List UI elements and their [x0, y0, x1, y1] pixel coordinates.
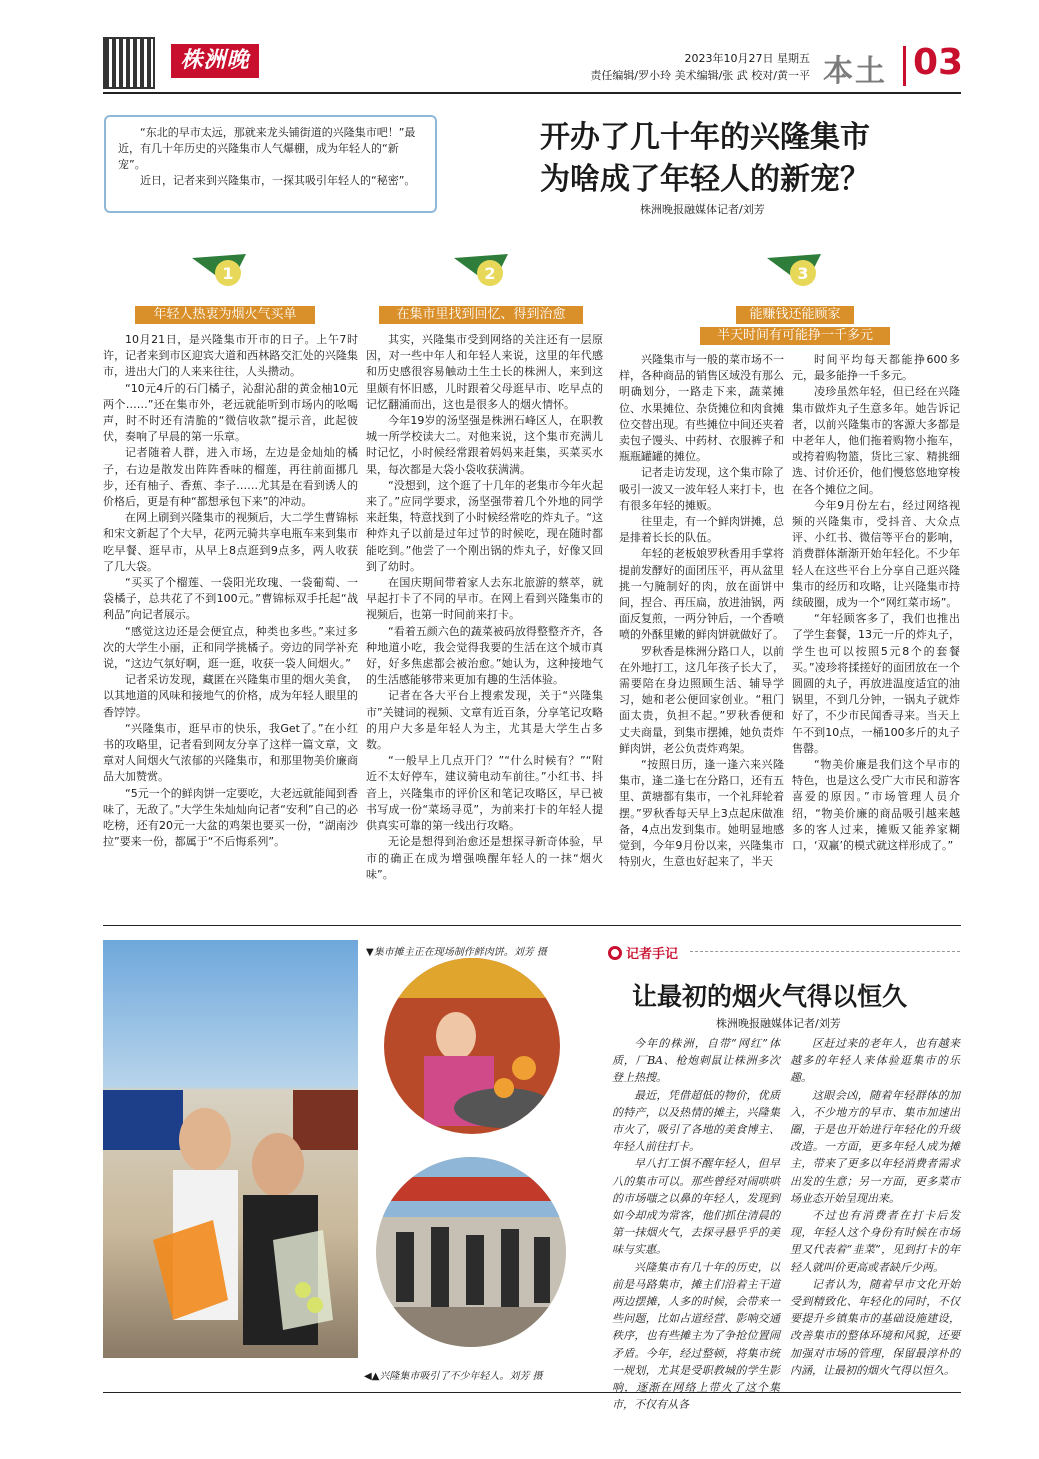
photo-meat-pie-vendor: [384, 958, 560, 1134]
paragraph: 最近，凭借超低的物价，优质的特产，以及热情的摊主，兴隆集市火了，吸引了各地的美食博主、年轻人前往打卡。: [612, 1088, 780, 1154]
notes-column-b: [790, 1035, 960, 1377]
byline: 株洲晚报融媒体记者/刘芳: [640, 203, 765, 216]
paragraph: 今年19岁的汤坚强是株洲石峰区人，在职教城一所学校读大二。对他来说，这个集市充满儿时记忆，小时候经常跟着妈妈来赶集，买菜买水果，每次都是大袋小袋收获满满。: [366, 414, 603, 476]
paragraph: “物美价廉是我们这个早市的特色，也是这么受广大市民和游客喜爱的原因。”市场管理人员介绍，“物美价廉的商品吸引越来越多的客人过来，摊贩又能养家糊口，‘双赢’的模式就这样形成了。”: [792, 758, 960, 853]
photo-caption-bottom: ◀▲兴隆集市吸引了不少年轻人。刘芳 摄: [364, 1371, 543, 1382]
section-title-2: 在集市里找到回忆、得到治愈: [379, 306, 583, 324]
section-name: 本土: [823, 54, 887, 89]
headline-line-2: 为啥成了年轻人的新宠？: [540, 162, 870, 197]
photo-market-crowd: [376, 1157, 566, 1347]
paragraph: 在网上刷到兴隆集市的视频后，大二学生曹锦标和宋文新起了个大早，花两元骑共享电瓶车来到集市吃早餐、逛早市，从早上8点逛到9点多，两人收获了几大袋。: [103, 511, 358, 573]
notes-rule: [690, 951, 960, 952]
paragraph: “年轻顾客多了，我们也推出了学生套餐，13元一斤的炸丸子，学生也可以按照5元8个的套餐买。”凌珍将揉搓好的面团放在一个圆圆的丸子，再放进温度适宜的油锅里，不到几分钟，一锅丸子就炸好了，不少市民闻香寻来。当天上午不到10点，一桶100多斤的丸子售罄。: [792, 612, 960, 755]
paragraph: 无论是想得到治愈还是想探寻新奇体验，早市的确正在成为增强唤醒年轻人的一抹“烟火味”。: [366, 835, 603, 881]
paragraph: 今年9月份左右，经过网络视频的兴隆集市，受抖音、大众点评、小红书、微信等平台的影响，消费群体渐渐开始年轻化。不少年轻人在这些平台上分享自己逛兴隆集市的经历和攻略，让兴隆集市持续破圈，成为一个“网红菜市场”。: [792, 498, 960, 610]
section-rule: [103, 925, 961, 926]
paragraph: 凌珍虽然年轻，但已经在兴隆集市做炸丸子生意多年。她告诉记者，以前兴隆集市的客源大多都是中老年人，他们拖着购物小拖车，或挎着购物篮，货比三家、精挑细选、讨价还价，他们慢悠悠地穿梭在各个摊位之间。: [792, 385, 960, 496]
paragraph: 记者随着人群，进入市场，左边是金灿灿的橘子，右边是散发出阵阵香味的榴莲，再往前面挪几步，还有柚子、香蕉、李子……尤其是在看到诱人的价格后，更是有种“都想承包下来”的冲动。: [103, 446, 358, 509]
paragraph: 其实，兴隆集市受到网络的关注还有一层原因，对一些中年人和年轻人来说，这里的年代感和历史感很容易触动土生土长的株洲人，来到这里颇有怀旧感，儿时跟着父母逛早市、吃早点的记忆翻涌而出，这也是很多人的烟火情怀。: [366, 333, 603, 411]
article-column-1: [103, 332, 358, 908]
paragraph: “按照日历，逢一逢六来兴隆集市，逢二逢七在分路口，还有五里、黄塘都有集市，一个礼拜轮着摆。”罗秋香每天早上3点起床做准备，4点出发到集市。她明显地感觉到，今年9月份以来，兴隆集市特别火，生意也好起来了，半天: [619, 758, 784, 869]
paragraph: 记者认为，随着早市文化开始受到精致化、年轻化的同时，不仅要提升乡镇集市的基础设施建设，改善集市的整体环境和风貌，还要加强对市场的管理，保留最淳朴的内涵，让最初的烟火气得以恒久。: [790, 1277, 960, 1377]
newspaper-logo: 株洲晚报: [171, 44, 259, 78]
paragraph: 在国庆期间带着家人去东北旅游的蔡萃，就早起打卡了不同的早市。在网上看到兴隆集市的视频后，也第一时间前来打卡。: [366, 576, 603, 622]
paragraph: 罗秋香是株洲分路口人，以前在外地打工，这几年孩子长大了，需要陪在身边照顾生活、辅导学习，她和老公便回家创业。“租门面太贵，负担不起。”罗秋香便和丈夫商量，到集市摆摊，她负责炸鲜肉饼，老公负责炸鸡架。: [619, 644, 784, 755]
page-number: 03: [913, 42, 964, 83]
article-column-3b: [792, 352, 960, 908]
section-badge-3: [765, 252, 839, 292]
circle-icon: [608, 946, 622, 960]
paragraph: 兴隆集市有几十年的历史，以前是马路集市，摊主们沿着主干道两边摆摊，人多的时候，会带来一些问题，比如占道经营、影响交通秩序，也有些摊主为了争抢位置闹矛盾。今年，经过整顿，将集市统一规划，尤其是受职教城的学生影响，逐渐在网络上带火了这个集市，不仅有从各: [612, 1260, 780, 1412]
photo-young-visitors: [103, 940, 358, 1358]
notes-title: 让最初的烟火气得以恒久: [632, 982, 908, 1011]
section-title-3: 能赚钱还能顾家: [736, 306, 854, 324]
paragraph: 兴隆集市与一般的菜市场不一样，各种商品的销售区域没有那么明确划分，一路走下来，蔬菜摊位、水果摊位、杂货摊位和肉食摊位交替出现。有些摊位中间还夹着卖包子馒头、中药材、衣服裤子和瓶瓶罐罐的摊位。: [619, 353, 784, 464]
intro-paragraph: 近日，记者来到兴隆集市，一探其吸引年轻人的“秘密”。: [140, 174, 416, 187]
paragraph: 不过也有消费者在打卡后发现，年轻人这个身份有时候在市场里又代表着“韭菜”，见到打卡的年轻人就叫价更高或者缺斤少两。: [790, 1209, 960, 1274]
paragraph: “看着五颜六色的蔬菜被码放得整整齐齐，各种地道小吃，我会觉得我要的生活在这个城市真好，好多焦虑都会被治愈。”她认为，这种接地气的生活感能够带来更加有趣的生活体验。: [366, 624, 603, 687]
footer-rule: [103, 1392, 961, 1393]
paragraph: “兴隆集市，逛早市的快乐，我Get了。”在小红书的攻略里，记者看到网友分享了这样一篇文章，文章对人间烟火气浓郁的兴隆集市，和那里物美价廉商品大加赞赏。: [103, 721, 358, 784]
notes-column-a: [612, 1035, 780, 1412]
section-badge-1: [190, 252, 264, 292]
paragraph: 区赶过来的老年人，也有越来越多的年轻人来体验逛集市的乐趣。: [790, 1037, 960, 1085]
paragraph: 记者走访发现，这个集市除了吸引一波又一波年轻人来打卡，也有很多年轻的摊贩。: [619, 466, 784, 512]
paragraph: “买买了个榴莲、一袋阳光玫瑰、一袋葡萄、一袋橘子，总共花了不到100元。”曹锦标双手托起“战利品”向记者展示。: [103, 576, 358, 622]
paragraph: “一般早上几点开门？”“什么时候有？”“附近不太好停车，建议骑电动车前往。”小红书、抖音上，兴隆集市的评价区和笔记攻略区，早已被书写成一份“菜场寻觅”，为前来打卡的年轻人提供真实可靠的第一线出行攻略。: [366, 754, 603, 833]
paragraph: 这眼会凶，随着年轻群体的加入，不少地方的早市、集市加速出圈，于是也开始进行年轻化的升级改造。一方面，更多年轻人成为摊主，带来了更多以年轻消费者需求出发的生意；另一方面，更多菜市场业态开始呈现出来。: [790, 1088, 960, 1205]
qr-code[interactable]: [103, 37, 155, 89]
photo-caption-top: ▼集市摊主正在现场制作鲜肉饼。刘芳 摄: [366, 947, 547, 958]
article-column-2: [366, 332, 603, 908]
paragraph: 往里走，有一个鲜肉饼摊，总是排着长长的队伍。: [619, 515, 784, 545]
section-subtitle-3: 半天时间有可能挣一千多元: [700, 327, 890, 345]
paragraph: 记者采访发现，藏匿在兴隆集市里的烟火美食，以其地道的风味和接地气的价格，成为年轻人眼里的香饽饽。: [103, 673, 358, 719]
article-column-3a: [619, 352, 784, 908]
paragraph: 今年的株洲，自带“网红”体质，厂BA、枪炮刺鼠让株洲多次登上热搜。: [612, 1037, 780, 1085]
notes-tag-label: 记者手记: [626, 947, 679, 962]
paragraph: 年轻的老板娘罗秋香用手掌将提前发酵好的面团压平，再从盆里挑一勺腌制好的肉，放在面饼中间，捏合、再压扁，放进油锅，两面反复煎，一两分钟后，一个香喷喷的外酥里嫩的鲜肉饼就做好了。: [619, 547, 784, 642]
notes-byline: 株洲晚报融媒体记者/刘芳: [716, 1017, 841, 1030]
divider-bar: [903, 46, 906, 86]
headline: [470, 117, 940, 201]
paragraph: “5元一个的鲜肉饼一定要吃，大老远就能闻到香味了，无敌了。”大学生朱灿灿向记者“安利”自己的必吃榜，还有20元一大盆的鸡架也要买一份，“湖南沙拉”要来一份，都属于“不后悔系列”。: [103, 786, 358, 849]
issue-date: 2023年10月27日 星期五: [684, 52, 810, 65]
intro-box: [104, 115, 437, 213]
paragraph: 时间平均每天都能挣600多元，最多能挣一千多元。: [792, 353, 960, 383]
section-badge-number: 2: [484, 264, 496, 283]
intro-paragraph: “东北的早市太远，那就来龙头铺街道的兴隆集市吧！”最近，有几十年历史的兴隆集市人气爆棚，成为年轻人的“新宠”。: [118, 126, 416, 171]
paragraph: “10元4斤的石门橘子，沁甜沁甜的黄金柚10元两个……”还在集市外，老远就能听到市场内的吆喝声，时不时还有清脆的“微信收款”提示音，此起彼伏，奏响了早晨的第一乐章。: [103, 381, 358, 444]
paragraph: 记者在各大平台上搜索发现，关于“兴隆集市”关键词的视频、文章有近百条，分享笔记攻略的用户大多是年轻人为主，尤其是大学生占多数。: [366, 689, 603, 752]
section-title-1: 年轻人热衷为烟火气买单: [135, 306, 315, 324]
paragraph: “感觉这边还是会便宜点，种类也多些。”来过多次的大学生小丽，正和同学挑橘子。旁边的同学补充说，“这边气氛好啊，逛一逛，收获一袋人间烟火。”: [103, 624, 358, 671]
paragraph: “没想到，这个逛了十几年的老集市今年火起来了。”应同学要求，汤坚强带着几个外地的同学来赶集，特意找到了小时候经常吃的炸丸子。“这种炸丸子以前是过年过节的时候吃，现在随时都能吃到。”他尝了一个刚出锅的炸丸子，好像又回到了幼时。: [366, 478, 603, 573]
masthead-rule: [103, 92, 961, 94]
notes-tag: [608, 943, 678, 962]
section-badge-2: [452, 252, 526, 292]
headline-line-1: 开办了几十年的兴隆集市: [540, 120, 870, 155]
paragraph: 早八打工惧不醒年轻人，但早八的集市可以。那些曾经对闹哄哄的市场嗤之以鼻的年轻人，发现到如今却成为常客，他们抓住清晨的第一抹烟火气，去探寻悬乎乎的美味与实惠。: [612, 1157, 780, 1257]
editor-credits: 责任编辑/罗小玲 美术编辑/张 武 校对/黄一平: [590, 69, 810, 82]
section-badge-number: 1: [222, 264, 234, 283]
section-badge-number: 3: [797, 264, 809, 283]
paragraph: 10月21日，是兴隆集市开市的日子。上午7时许，记者来到市区迎宾大道和西林路交汇处的兴隆集市，进出大门的人来来往往，人头攒动。: [103, 333, 358, 379]
